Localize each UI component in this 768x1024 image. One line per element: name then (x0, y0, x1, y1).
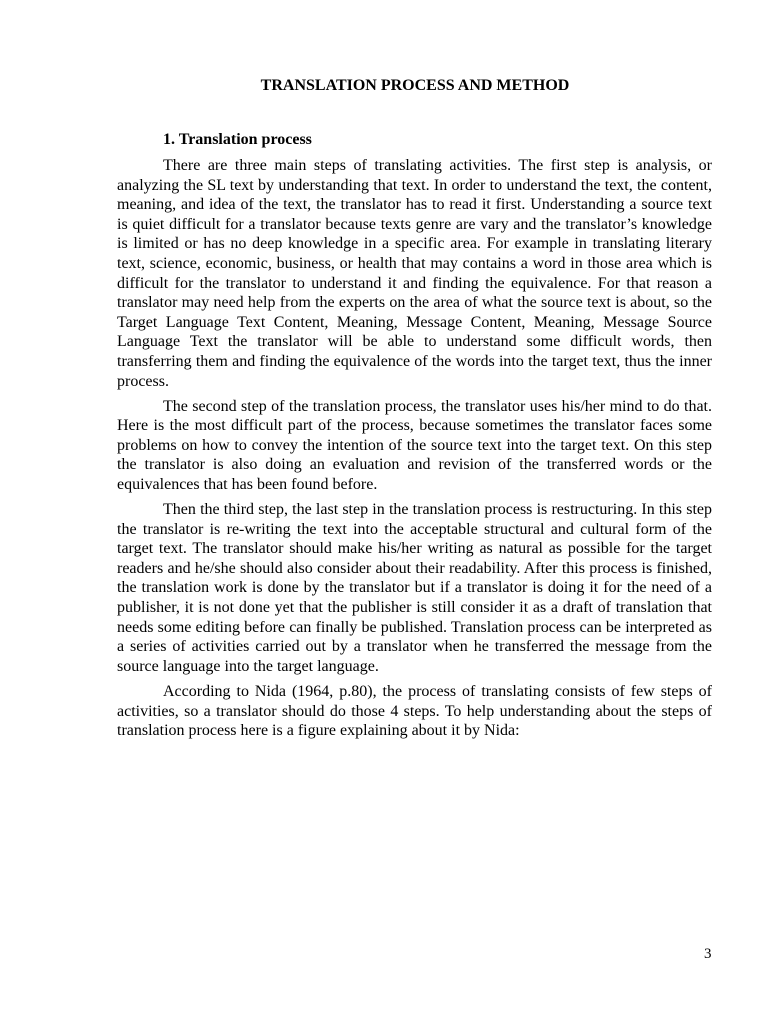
page-number: 3 (704, 946, 712, 962)
document-title: TRANSLATION PROCESS AND METHOD (260, 77, 570, 94)
body-text (117, 156, 712, 746)
paragraph: Then the third step, the last step in the translation process is restructuring. In this step the translator is re-writing the text into the acceptable structural and cultural form of the target text. The translator should make his/her writing as natural as possible for the target readers and he/she should also consider about their readability. After this process is finished, the translation work is done by the translator but if a translator is doing it for the need of a publisher, it is not done yet that the publisher is still consider it as a draft of translation that needs some editing before can finally be published. Translation process can be interpreted as a series of activities carried out by a translator when he transferred the message from the source language into the target language. (117, 501, 712, 675)
paragraph: According to Nida (1964, p.80), the process of translating consists of few steps of activities, so a translator should do those 4 steps. To help understanding about the steps of translation process here is a figure explaining about it by Nida: (117, 682, 712, 740)
paragraph: There are three main steps of translating activities. The first step is analysis, or analyzing the SL text by understanding that text. In order to understand the text, the content, meaning, and idea of the text, the translator has to read it first. Understanding a source text is quiet difficult for a translator because texts genre are vary and the translator’s knowledge is limited or has no deep knowledge in a specific area. For example in translating literary text, science, economic, business, or health that may contains a word in those area which is difficult for the translator to understand it and finding the equivalence. For that reason a translator may need help from the experts on the area of what the source text is about, so the Target Language Text Content, Meaning, Message Content, Meaning, Message Source Language Text the translator will be able to understand some difficult words, then transferring them and finding the equivalence of the words into the target text, thus the inner process. (117, 157, 712, 390)
section-heading: 1. Translation process (163, 131, 312, 148)
paragraph: The second step of the translation process, the translator uses his/her mind to do that. Here is the most difficult part of the process, because sometimes the translator faces some problems on how to convey the intention of the source text into the target text. On this step the translator is also doing an evaluation and revision of the transferred words or the equivalences that has been found before. (117, 397, 712, 493)
